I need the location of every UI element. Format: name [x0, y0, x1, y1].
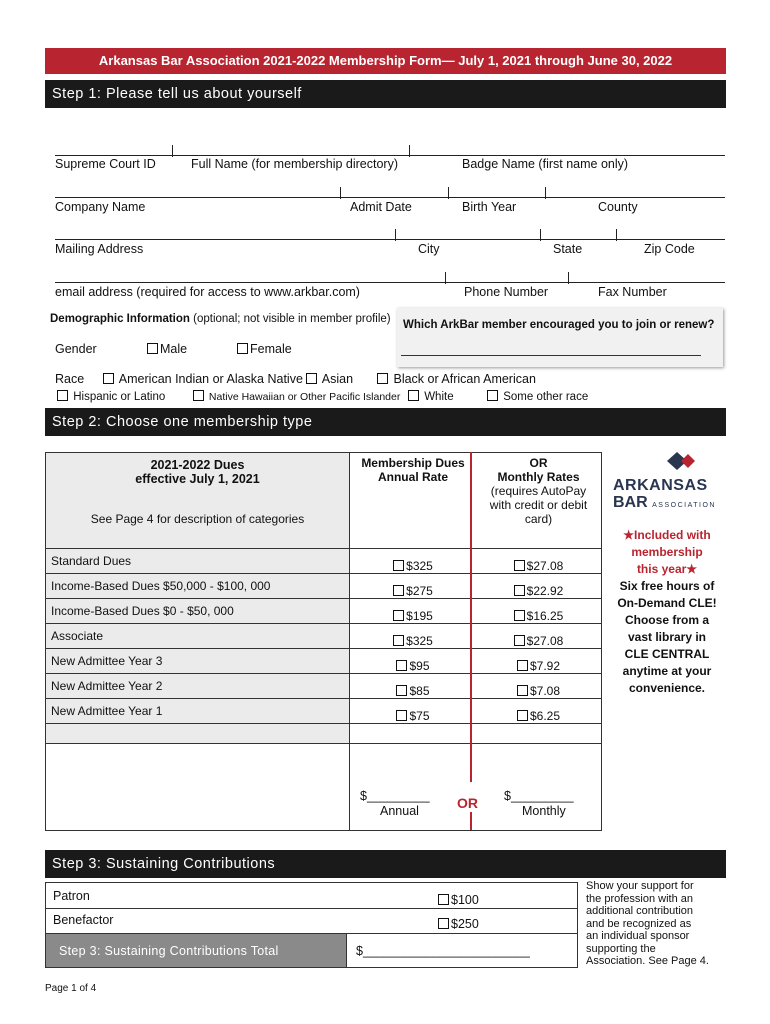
checkbox[interactable]: [517, 710, 528, 721]
annual-total-label: Annual: [380, 804, 419, 818]
option-label: Black or African American: [393, 372, 536, 386]
total-cell: [350, 744, 602, 831]
birth-year-field[interactable]: Birth Year: [462, 200, 517, 214]
contribution-row[interactable]: [46, 908, 577, 934]
supreme-court-id-field[interactable]: Supreme Court ID: [55, 157, 156, 171]
email-field[interactable]: email address (required for access to www.arkbar.com): [55, 285, 360, 299]
or-label: OR: [529, 456, 548, 470]
checkbox[interactable]: [514, 585, 525, 596]
blank-row: [46, 724, 602, 744]
race-option-black[interactable]: [377, 372, 536, 386]
checkbox[interactable]: [514, 635, 525, 646]
admit-date-field[interactable]: Admit Date: [350, 200, 412, 214]
checkbox[interactable]: [393, 610, 404, 621]
gender-label: Gender: [55, 342, 97, 356]
cle-line: vast library in: [627, 630, 707, 644]
checkbox[interactable]: [517, 660, 528, 671]
annual-option[interactable]: [350, 699, 477, 724]
note-line: supporting the: [586, 942, 656, 955]
included-line: ★Included with: [623, 528, 711, 542]
monthly-option[interactable]: [476, 699, 602, 724]
male-label: Male: [160, 342, 188, 356]
option-label: Asian: [321, 372, 354, 386]
monthly-price: $7.08: [529, 684, 561, 698]
note-line: additional contribution: [586, 905, 694, 917]
note-line: Show your support for: [586, 880, 694, 892]
separator: [545, 187, 546, 199]
blank-cell: [350, 724, 477, 744]
separator: [448, 187, 449, 199]
checkbox[interactable]: [306, 373, 317, 384]
checkbox[interactable]: [438, 918, 449, 929]
encouraged-input[interactable]: [401, 355, 701, 356]
included-line: this year★: [636, 562, 698, 576]
monthly-option[interactable]: [476, 649, 602, 674]
demographic-note: (optional; not visible in member profile): [189, 313, 391, 325]
logo-association: ASSOCIATION: [652, 502, 716, 509]
option-label: Native Hawaiian or Other Pacific Islander: [208, 391, 401, 403]
annual-price: $325: [406, 634, 433, 648]
annual-option[interactable]: [350, 574, 477, 599]
cle-line: Six free hours of: [619, 579, 715, 593]
row3-underline: [55, 239, 725, 240]
separator: [409, 145, 410, 157]
option-label: White: [424, 391, 454, 403]
checkbox[interactable]: [517, 685, 528, 696]
phone-field[interactable]: Phone Number: [464, 285, 549, 299]
cle-line: convenience.: [628, 681, 706, 695]
race-label: Race: [55, 372, 85, 386]
note-line: an individual sponsor: [586, 930, 690, 942]
checkbox[interactable]: [147, 343, 158, 354]
dues-row[interactable]: [46, 549, 602, 574]
full-name-field[interactable]: Full Name (for membership directory): [191, 157, 398, 171]
contribution-option[interactable]: [438, 893, 479, 907]
dues-row-name: Income-Based Dues $0 - $50, 000: [46, 599, 350, 624]
annual-title: Membership Dues: [361, 456, 465, 470]
option-label: American Indian or Alaska Native: [118, 372, 303, 386]
option-label: Hispanic or Latino: [73, 391, 166, 403]
race-option-white[interactable]: [408, 390, 454, 403]
race-option-hispanic[interactable]: [57, 390, 165, 403]
monthly-price: $27.08: [526, 559, 564, 573]
gender-female-option[interactable]: [237, 342, 292, 356]
monthly-header: [476, 453, 602, 549]
checkbox[interactable]: [396, 660, 407, 671]
step2-heading: Step 2: Choose one membership type: [45, 408, 726, 436]
option-label: Some other race: [503, 391, 589, 403]
checkbox[interactable]: [438, 894, 449, 905]
race-option-asian[interactable]: [306, 372, 353, 386]
dues-row[interactable]: [46, 599, 602, 624]
separator: [172, 145, 173, 157]
dues-effective: effective July 1, 2021: [135, 472, 260, 486]
contribution-option[interactable]: [438, 917, 479, 931]
monthly-option[interactable]: [476, 599, 602, 624]
checkbox[interactable]: [377, 373, 388, 384]
cle-line: CLE CENTRAL: [624, 647, 710, 661]
annual-option[interactable]: [350, 649, 477, 674]
logo-line2: [613, 495, 718, 514]
checkbox[interactable]: [487, 390, 498, 401]
race-option-other[interactable]: [487, 390, 588, 403]
race-option-american-indian[interactable]: [103, 372, 303, 386]
monthly-option[interactable]: [476, 574, 602, 599]
checkbox[interactable]: [393, 585, 404, 596]
included-line: membership: [631, 545, 703, 559]
monthly-option[interactable]: [476, 624, 602, 649]
monthly-price: $16.25: [526, 609, 564, 623]
or-separator: OR: [457, 795, 478, 811]
race-option-native-hawaiian[interactable]: [193, 390, 400, 403]
checkbox[interactable]: [393, 560, 404, 571]
annual-price: $325: [406, 559, 433, 573]
included-callout: [612, 527, 722, 697]
separator: [616, 229, 617, 241]
monthly-option[interactable]: [476, 674, 602, 699]
annual-price: $85: [409, 684, 430, 698]
encouraged-box: [397, 308, 723, 367]
checkbox[interactable]: [103, 373, 114, 384]
monthly-note: (requires AutoPay with credit or debit card): [489, 484, 588, 526]
state-field[interactable]: State: [553, 242, 583, 256]
separator: [540, 229, 541, 241]
monthly-price: $27.08: [526, 634, 564, 648]
dues-row-name: New Admittee Year 3: [46, 649, 350, 674]
checkbox[interactable]: [393, 635, 404, 646]
note-line: Association. See Page 4.: [586, 955, 709, 967]
row2-underline: [55, 197, 725, 198]
zip-code-field[interactable]: Zip Code: [644, 242, 695, 256]
encouraged-question: Which ArkBar member encouraged you to join or renew?: [403, 319, 715, 331]
logo-bar: BAR: [613, 494, 648, 511]
separator: [340, 187, 341, 199]
row1-underline: [55, 155, 725, 156]
total-row: [46, 744, 602, 831]
row4-underline: [55, 282, 725, 283]
monthly-title: Monthly Rates: [497, 470, 580, 484]
total-label: Step 3: Sustaining Contributions Total: [59, 944, 279, 958]
category-header: [46, 453, 350, 549]
dues-table: [45, 452, 602, 831]
cle-line: anytime at your: [622, 664, 712, 678]
annual-header: [350, 453, 477, 549]
blank-cell: [46, 724, 350, 744]
total-label-cell: [46, 934, 346, 967]
checkbox[interactable]: [514, 610, 525, 621]
diamond-logo-icon: [613, 452, 718, 472]
badge-name-field[interactable]: Badge Name (first name only): [462, 157, 629, 171]
dues-header-row: [46, 453, 602, 549]
dues-row[interactable]: [46, 674, 602, 699]
separator: [445, 272, 446, 284]
support-note: [586, 880, 726, 968]
city-field[interactable]: City: [418, 242, 440, 256]
annual-price: $195: [406, 609, 433, 623]
contributions-box: [45, 882, 578, 968]
monthly-price: $22.92: [526, 584, 564, 598]
dues-row-name: Standard Dues: [46, 549, 350, 574]
note-line: the profession with an: [586, 892, 694, 905]
dues-note: See Page 4 for description of categories: [90, 512, 305, 526]
dues-row[interactable]: [46, 574, 602, 599]
monthly-total-label: Monthly: [522, 804, 566, 818]
contribution-amount: $250: [451, 917, 479, 931]
step3-heading: Step 3: Sustaining Contributions: [45, 850, 726, 878]
annual-option[interactable]: [350, 624, 477, 649]
checkbox[interactable]: [193, 390, 204, 401]
blank-cell: [476, 724, 602, 744]
annual-option[interactable]: [350, 549, 477, 574]
fax-field[interactable]: Fax Number: [598, 285, 667, 299]
dues-row-name: Income-Based Dues $50,000 - $100, 000: [46, 574, 350, 599]
county-field[interactable]: County: [598, 200, 638, 214]
contribution-name: Patron: [53, 889, 90, 903]
contribution-row[interactable]: [46, 883, 577, 909]
dues-row-name: New Admittee Year 1: [46, 699, 350, 724]
or-divider: [470, 452, 472, 782]
mailing-address-field[interactable]: Mailing Address: [55, 242, 144, 256]
checkbox[interactable]: [396, 685, 407, 696]
dues-row[interactable]: [46, 624, 602, 649]
dues-row[interactable]: [46, 649, 602, 674]
gender-male-option[interactable]: [147, 342, 187, 356]
monthly-price: $7.92: [529, 659, 561, 673]
checkbox[interactable]: [514, 560, 525, 571]
annual-price: $275: [406, 584, 433, 598]
page-number: Page 1 of 4: [45, 983, 97, 994]
contribution-name: Benefactor: [53, 913, 114, 927]
annual-total-input[interactable]: $_________: [360, 789, 430, 803]
contribution-amount: $100: [451, 893, 479, 907]
annual-subtitle: Annual Rate: [377, 470, 448, 484]
checkbox[interactable]: [396, 710, 407, 721]
annual-option[interactable]: [350, 599, 477, 624]
checkbox[interactable]: [237, 343, 248, 354]
step1-heading: Step 1: Please tell us about yourself: [45, 80, 726, 108]
cle-line: Choose from a: [624, 613, 709, 627]
divider: [346, 934, 347, 967]
annual-option[interactable]: [350, 674, 477, 699]
form-title: Arkansas Bar Association 2021-2022 Membership Form— July 1, 2021 through June 30, 2022: [45, 48, 726, 74]
separator: [568, 272, 569, 284]
monthly-price: $6.25: [529, 709, 561, 723]
or-divider: [470, 812, 472, 830]
dues-title: 2021-2022 Dues: [150, 458, 245, 472]
company-name-field[interactable]: Company Name: [55, 200, 146, 214]
dues-row[interactable]: [46, 699, 602, 724]
checkbox[interactable]: [408, 390, 419, 401]
demographic-title: Demographic Information: [50, 313, 190, 325]
checkbox[interactable]: [57, 390, 68, 401]
monthly-option[interactable]: [476, 549, 602, 574]
separator: [395, 229, 396, 241]
dues-row-name: New Admittee Year 2: [46, 674, 350, 699]
annual-price: $95: [409, 659, 430, 673]
demographic-heading: [50, 313, 391, 325]
annual-price: $75: [409, 709, 430, 723]
blank-cell: [46, 744, 350, 831]
cle-line: On-Demand CLE!: [617, 596, 717, 610]
female-label: Female: [250, 342, 292, 356]
dues-row-name: Associate: [46, 624, 350, 649]
note-line: and be recognized as: [586, 917, 692, 930]
logo-line1: ARKANSAS: [613, 477, 708, 494]
total-input[interactable]: $________________________: [356, 944, 530, 958]
monthly-total-input[interactable]: $_________: [504, 789, 574, 803]
arkansas-bar-logo: [613, 452, 718, 511]
